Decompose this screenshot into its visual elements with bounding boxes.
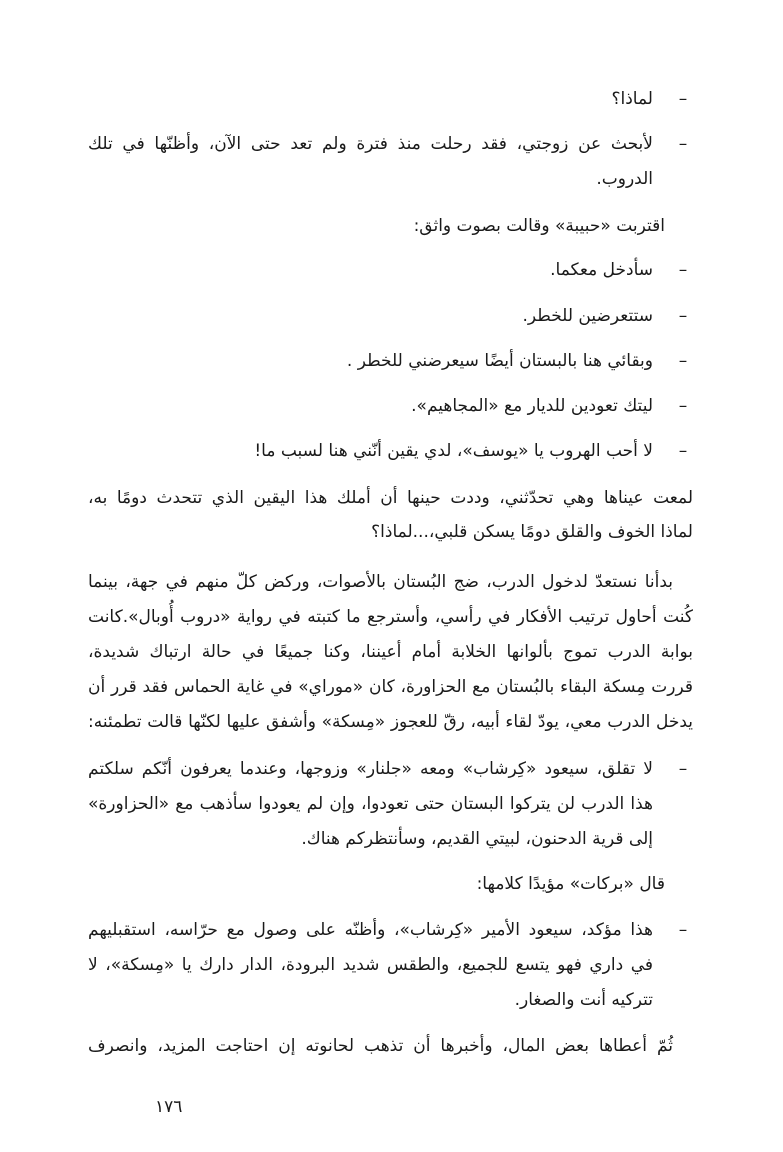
paragraph-line: يدخل الدرب معي، يودّ لقاء أبيه، رقّ للعجوز «مِسكة» وأشفق عليها لكنّها قالت تطمئنه: (88, 712, 693, 732)
paragraph-line: بدأنا نستعدّ لدخول الدرب، ضج البُستان بالأصوات، وركض كلّ منهم في جهة، بينما (88, 572, 673, 592)
dialogue-dash: – (678, 920, 688, 940)
dialogue-dash: – (678, 306, 688, 326)
dialogue-dash: – (678, 260, 688, 280)
text-line: الدروب. (596, 169, 653, 189)
dialogue-dash: – (678, 759, 688, 779)
paragraph-line: لماذا الخوف والقلق دومًا يسكن قلبي،...لماذا؟ (371, 522, 693, 542)
text-line: إلى قرية الدحنون، لبيتي القديم، وسأنتظركم هناك. (301, 829, 653, 849)
dialogue-dash: – (678, 351, 688, 371)
page-number: ١٧٦ (155, 1097, 183, 1117)
dialogue-dash: – (678, 396, 688, 416)
text-line: لا أحب الهروب يا «يوسف»، لدي يقين أنّني هنا لسبب ما! (254, 441, 653, 461)
text-line: ستتعرضين للخطر. (522, 306, 653, 326)
text-line: في داري فهو يتسع للجميع، والطقس شديد البرودة، الدار دارك يا «مِسكة»، لا (88, 955, 653, 975)
dialogue-dash: – (678, 134, 688, 154)
text-line: سأدخل معكما. (550, 260, 653, 280)
text-line: وبقائي هنا بالبستان أيضًا سيعرضني للخطر . (346, 351, 653, 371)
text-line: تتركيه أنت والصغار. (514, 990, 653, 1010)
text-line: هذا مؤكد، سيعود الأمير «كِرشاب»، وأظنّه على وصول مع حرّاسه، استقبليهم (88, 920, 653, 940)
narration-line: اقتربت «حبيبة» وقالت بصوت واثق: (413, 216, 665, 236)
narration-line: قال «بركات» مؤيدًا كلامها: (476, 874, 665, 894)
dialogue-dash: – (678, 441, 688, 461)
paragraph-line: قررت مِسكة البقاء بالبُستان مع الحزاورة، كان «موراي» في غاية الحماس فقد قرر أن (88, 677, 693, 697)
text-line: لا تقلق، سيعود «كِرشاب» ومعه «جلنار» وزوجها، وعندما يعرفون أنّكم سلكتم (88, 759, 653, 779)
text-line: هذا الدرب لن يتركوا البستان حتى تعودوا، وإن لم يعودوا سأذهب مع «الحزاورة» (88, 794, 653, 814)
paragraph-line: لمعت عيناها وهي تحدّثني، وددت حينها أن أملك هذا اليقين الذي تتحدث دومًا به، (88, 488, 693, 508)
paragraph-line: ثُمّ أعطاها بعض المال، وأخبرها أن تذهب لحانوته إن احتاجت المزيد، وانصرف (88, 1036, 673, 1056)
text-line: لماذا؟ (611, 89, 653, 109)
text-line: لأبحث عن زوجتي، فقد رحلت منذ فترة ولم تعد حتى الآن، وأظنّها في تلك (88, 134, 653, 154)
paragraph-line: بوابة الدرب تموج بألوانها الخلابة أمام أعيننا، وكنا جميعًا في حالة ارتباك شديدة، (88, 642, 693, 662)
paragraph-line: كُنت أحاول ترتيب الأفكار في رأسي، وأسترجع ما كتبته في رواية «دروب أُوبال».كانت (88, 607, 693, 627)
dialogue-dash: – (678, 89, 688, 109)
text-line: ليتك تعودين للديار مع «المجاهيم». (411, 396, 653, 416)
